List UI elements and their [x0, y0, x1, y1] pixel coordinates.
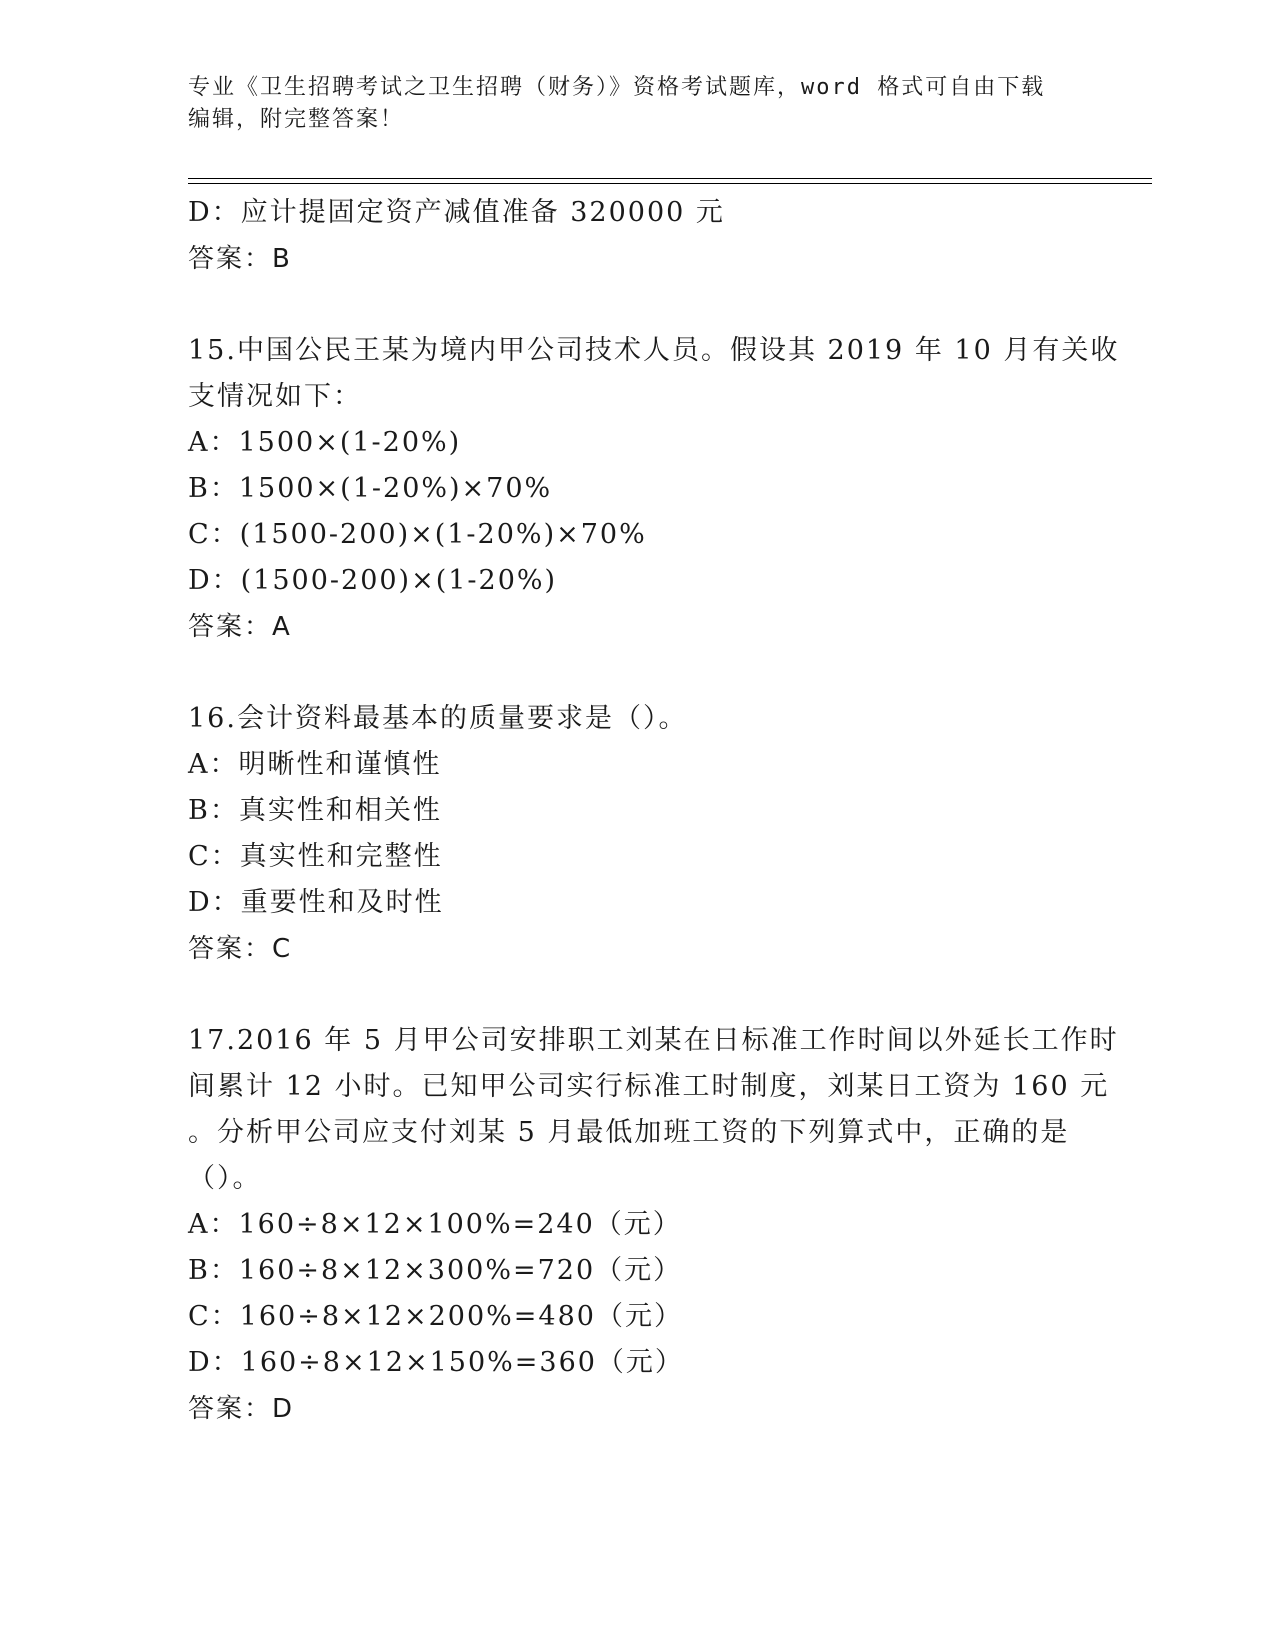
header-line-1: 专业《卫生招聘考试之卫生招聘（财务）》资格考试题库，word 格式可自由下载: [188, 75, 1046, 100]
question-text: 15.中国公民王某为境内甲公司技术人员。假设其 2019 年 10 月有关收: [188, 335, 1120, 366]
answer-label: 答案：A: [188, 612, 292, 642]
question-block-17: [188, 1018, 1119, 1432]
header-line-2: 编辑，附完整答案！: [188, 107, 405, 132]
option-d: D：160÷8×12×150%=360（元）: [188, 1347, 684, 1378]
question-text: 。分析甲公司应支付刘某 5 月最低加班工资的下列算式中，正确的是: [188, 1117, 1070, 1148]
spacer: [188, 650, 1088, 696]
answer-label: 答案：B: [188, 244, 292, 274]
option-d: D：(1500-200)×(1-20%): [188, 565, 558, 596]
option-b: B：真实性和相关性: [188, 795, 442, 826]
question-block-15: [188, 328, 1120, 650]
question-text: 16.会计资料最基本的质量要求是（）。: [188, 703, 688, 734]
question-text: 间累计 12 小时。已知甲公司实行标准工时制度，刘某日工资为 160 元: [188, 1071, 1110, 1102]
question-text: （）。: [188, 1163, 262, 1194]
option-d: D：重要性和及时性: [188, 887, 444, 918]
option-b: B：160÷8×12×300%=720（元）: [188, 1255, 683, 1286]
question-list: [188, 190, 1120, 1432]
option-c: C：160÷8×12×200%=480（元）: [188, 1301, 683, 1332]
option-d: D：应计提固定资产减值准备 320000 元: [188, 197, 725, 228]
option-a: A：1500×(1-20%): [188, 427, 462, 458]
option-a: A：明晰性和谨慎性: [188, 749, 442, 780]
question-block-prev: [188, 190, 1088, 282]
spacer: [188, 282, 1088, 328]
question-text: 17.2016 年 5 月甲公司安排职工刘某在日标准工作时间以外延长工作时: [188, 1025, 1119, 1056]
option-b: B：1500×(1-20%)×70%: [188, 473, 553, 504]
header-divider-top: [188, 178, 1152, 179]
option-c: C：真实性和完整性: [188, 841, 443, 872]
header-divider-bottom: [188, 183, 1152, 184]
question-block-16: [188, 696, 1088, 972]
spacer: [188, 972, 1088, 1018]
answer-label: 答案：D: [188, 1394, 295, 1424]
document-header: [188, 72, 1088, 136]
option-c: C：(1500-200)×(1-20%)×70%: [188, 519, 647, 550]
question-text: 支情况如下：: [188, 381, 362, 412]
answer-label: 答案：C: [188, 934, 293, 964]
option-a: A：160÷8×12×100%=240（元）: [188, 1209, 682, 1240]
